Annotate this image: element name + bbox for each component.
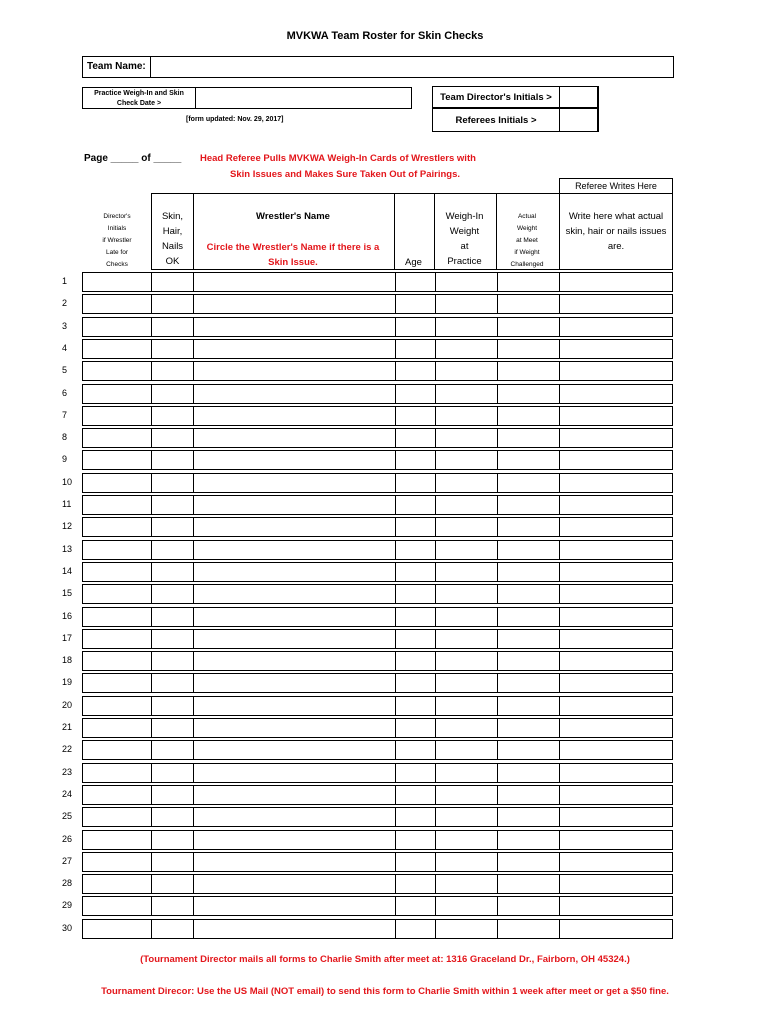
skin-ok-cell[interactable] — [151, 339, 194, 359]
director-initials-row — [432, 86, 598, 108]
skin-ok-l3: Nails — [161, 241, 184, 252]
skin-ok-cell[interactable] — [151, 919, 194, 939]
referee-initials-row — [432, 108, 598, 132]
referee-notes-cell[interactable] — [559, 696, 673, 716]
age-cell-divider — [395, 808, 396, 826]
write-here-l1: Write here what actual — [568, 211, 664, 222]
age-cell-divider — [395, 674, 396, 692]
referee-notes-cell[interactable] — [559, 473, 673, 493]
weigh-in-cell-divider — [435, 786, 436, 804]
actual-weight-cell-divider — [497, 318, 498, 336]
wrestler-name-cell[interactable] — [193, 361, 560, 381]
weigh-in-cell-divider — [435, 563, 436, 581]
head-referee-note-1: Head Referee Pulls MVKWA Weigh-In Cards of Wrestlers with — [200, 153, 476, 164]
actual-weight-cell-divider — [497, 697, 498, 715]
directors-initials-cell[interactable] — [82, 629, 152, 649]
skin-ok-cell[interactable] — [151, 473, 194, 493]
page-title: MVKWA Team Roster for Skin Checks — [286, 30, 484, 42]
skin-ok-cell[interactable] — [151, 294, 194, 314]
referee-notes-cell[interactable] — [559, 718, 673, 738]
skin-ok-cell[interactable] — [151, 852, 194, 872]
row-number: 4 — [62, 342, 68, 353]
wrestler-name-cell[interactable] — [193, 852, 560, 872]
referee-notes-cell[interactable] — [559, 651, 673, 671]
weigh-in-cell-divider — [435, 318, 436, 336]
directors-initials-cell[interactable] — [82, 740, 152, 760]
row-number: 3 — [62, 320, 68, 331]
referee-notes-cell[interactable] — [559, 673, 673, 693]
row-number: 24 — [62, 788, 73, 799]
referee-notes-cell[interactable] — [559, 384, 673, 404]
skin-ok-l4: OK — [165, 256, 180, 267]
actual-weight-cell-divider — [497, 897, 498, 915]
wrestler-name-cell[interactable] — [193, 763, 560, 783]
referee-writes-here — [559, 178, 673, 194]
weigh-in-l3: at — [460, 241, 469, 252]
age-cell-divider — [395, 764, 396, 782]
weigh-in-cell-divider — [435, 385, 436, 403]
directors-initials-cell[interactable] — [82, 763, 152, 783]
weigh-in-cell-divider — [435, 273, 436, 291]
skin-ok-cell[interactable] — [151, 272, 194, 292]
skin-ok-cell[interactable] — [151, 673, 194, 693]
weigh-in-cell-divider — [435, 741, 436, 759]
weigh-in-cell-divider — [435, 541, 436, 559]
row-number: 15 — [62, 588, 73, 599]
team-name-field[interactable] — [82, 56, 674, 78]
skin-ok-cell[interactable] — [151, 629, 194, 649]
wrestler-name-cell[interactable] — [193, 540, 560, 560]
weigh-in-cell-divider — [435, 429, 436, 447]
referee-notes-cell[interactable] — [559, 339, 673, 359]
row-number: 30 — [62, 922, 73, 933]
skin-ok-cell[interactable] — [151, 740, 194, 760]
wrestler-name-cell[interactable] — [193, 473, 560, 493]
skin-ok-cell[interactable] — [151, 406, 194, 426]
directors-initials-l5: Checks — [106, 261, 128, 268]
referee-notes-cell[interactable] — [559, 495, 673, 515]
actual-weight-cell-divider — [497, 652, 498, 670]
age-cell-divider — [395, 786, 396, 804]
row-number: 19 — [62, 677, 73, 688]
wrestler-name-cell[interactable] — [193, 629, 560, 649]
actual-weight-cell-divider — [497, 808, 498, 826]
referee-notes-cell[interactable] — [559, 272, 673, 292]
directors-initials-cell[interactable] — [82, 673, 152, 693]
age-cell-divider — [395, 697, 396, 715]
directors-initials-cell[interactable] — [82, 852, 152, 872]
wrestler-name-cell[interactable] — [193, 562, 560, 582]
skin-ok-cell[interactable] — [151, 517, 194, 537]
wrestler-name-cell[interactable] — [193, 584, 560, 604]
row-number: 2 — [62, 298, 68, 309]
skin-ok-l1: Skin, — [161, 211, 184, 222]
weigh-in-cell-divider — [435, 630, 436, 648]
actual-weight-cell-divider — [497, 741, 498, 759]
wrestler-name-cell[interactable] — [193, 919, 560, 939]
wrestler-name-cell[interactable] — [193, 673, 560, 693]
team-name-label: Team Name: — [83, 57, 151, 77]
row-number: 16 — [62, 610, 73, 621]
referee-notes-cell[interactable] — [559, 785, 673, 805]
actual-weight-cell-divider — [497, 764, 498, 782]
row-number: 18 — [62, 655, 73, 666]
actual-weight-cell-divider — [497, 585, 498, 603]
skin-ok-cell[interactable] — [151, 495, 194, 515]
skin-ok-cell[interactable] — [151, 696, 194, 716]
directors-initials-cell[interactable] — [82, 718, 152, 738]
age-cell-divider — [395, 563, 396, 581]
directors-initials-l2: Initials — [107, 225, 127, 232]
wrestler-name-cell[interactable] — [193, 450, 560, 470]
directors-initials-cell[interactable] — [82, 607, 152, 627]
directors-initials-cell[interactable] — [82, 473, 152, 493]
directors-initials-cell[interactable] — [82, 272, 152, 292]
header-age — [394, 193, 435, 270]
row-number: 29 — [62, 900, 73, 911]
actual-weight-cell-divider — [497, 563, 498, 581]
actual-weight-l3: at Meet — [516, 237, 538, 244]
referee-notes-cell[interactable] — [559, 294, 673, 314]
actual-weight-cell-divider — [497, 273, 498, 291]
wrestler-name-cell[interactable] — [193, 517, 560, 537]
header-actual-weight — [496, 193, 560, 270]
weigh-in-cell-divider — [435, 451, 436, 469]
directors-initials-cell[interactable] — [82, 361, 152, 381]
footer-mail-note: (Tournament Director mails all forms to Charlie Smith after meet at: 1316 Graceland Dr., Fairborn, OH 45324.) — [140, 954, 630, 965]
weigh-in-cell-divider — [435, 407, 436, 425]
skin-ok-cell[interactable] — [151, 428, 194, 448]
age-cell-divider — [395, 741, 396, 759]
age-cell-divider — [395, 429, 396, 447]
age-cell-divider — [395, 273, 396, 291]
actual-weight-cell-divider — [497, 853, 498, 871]
referee-initials-box[interactable] — [559, 108, 599, 132]
header-wrestler-name — [193, 193, 395, 270]
skin-ok-cell[interactable] — [151, 718, 194, 738]
weigh-in-cell-divider — [435, 652, 436, 670]
referee-notes-cell[interactable] — [559, 740, 673, 760]
skin-ok-cell[interactable] — [151, 896, 194, 916]
directors-initials-cell[interactable] — [82, 294, 152, 314]
wrestler-name-cell[interactable] — [193, 339, 560, 359]
directors-initials-cell[interactable] — [82, 584, 152, 604]
directors-initials-l1: Director's — [103, 213, 131, 220]
row-number: 7 — [62, 409, 68, 420]
skin-ok-cell[interactable] — [151, 763, 194, 783]
row-number: 20 — [62, 699, 73, 710]
wrestler-name-cell[interactable] — [193, 896, 560, 916]
actual-weight-cell-divider — [497, 340, 498, 358]
weigh-in-cell-divider — [435, 719, 436, 737]
row-number: 5 — [62, 365, 68, 376]
row-number: 11 — [62, 499, 72, 509]
wrestler-name-cell[interactable] — [193, 495, 560, 515]
age-cell-divider — [395, 362, 396, 380]
weigh-in-cell-divider — [435, 674, 436, 692]
row-number: 14 — [62, 565, 73, 576]
age-cell-divider — [395, 585, 396, 603]
referee-notes-cell[interactable] — [559, 807, 673, 827]
practice-date-label: Practice Weigh-In and Skin Check Date > — [83, 88, 196, 108]
skin-ok-cell[interactable] — [151, 562, 194, 582]
actual-weight-cell-divider — [497, 719, 498, 737]
directors-initials-cell[interactable] — [82, 919, 152, 939]
weigh-in-cell-divider — [435, 496, 436, 514]
actual-weight-cell-divider — [497, 362, 498, 380]
row-number: 21 — [62, 722, 73, 732]
actual-weight-cell-divider — [497, 786, 498, 804]
referee-notes-cell[interactable] — [559, 830, 673, 850]
actual-weight-cell-divider — [497, 920, 498, 938]
weigh-in-cell-divider — [435, 920, 436, 938]
weigh-in-cell-divider — [435, 362, 436, 380]
row-number: 25 — [62, 811, 73, 822]
referee-notes-cell[interactable] — [559, 361, 673, 381]
circle-note-1: Circle the Wrestler's Name if there is a — [206, 242, 380, 253]
weigh-in-cell-divider — [435, 697, 436, 715]
actual-weight-cell-divider — [497, 541, 498, 559]
footer-fine-note: Tournament Direcor: Use the US Mail (NOT email) to send this form to Charlie Smith within 1 week after meet or get a $50 fine. — [101, 986, 669, 997]
header-directors-initials — [82, 193, 152, 270]
row-number: 1 — [62, 276, 68, 286]
weigh-in-cell-divider — [435, 808, 436, 826]
actual-weight-cell-divider — [497, 429, 498, 447]
skin-ok-l2: Hair, — [162, 226, 183, 237]
actual-weight-cell-divider — [497, 496, 498, 514]
write-here-l3: are. — [607, 241, 625, 252]
row-number: 9 — [62, 454, 68, 465]
referee-notes-cell[interactable] — [559, 852, 673, 872]
referee-notes-cell[interactable] — [559, 919, 673, 939]
age-cell-divider — [395, 920, 396, 938]
weigh-in-cell-divider — [435, 518, 436, 536]
row-number: 6 — [62, 387, 68, 398]
weigh-in-cell-divider — [435, 897, 436, 915]
write-here-l2: skin, hair or nails issues — [565, 226, 667, 237]
age-cell-divider — [395, 831, 396, 849]
referee-notes-cell[interactable] — [559, 584, 673, 604]
row-number: 27 — [62, 855, 73, 866]
age-cell-divider — [395, 719, 396, 737]
wrestler-name-cell[interactable] — [193, 807, 560, 827]
actual-weight-cell-divider — [497, 630, 498, 648]
weigh-in-cell-divider — [435, 585, 436, 603]
wrestler-name-cell[interactable] — [193, 317, 560, 337]
wrestler-name-cell[interactable] — [193, 830, 560, 850]
weigh-in-l1: Weigh-In — [445, 211, 484, 222]
referee-notes-cell[interactable] — [559, 517, 673, 537]
referee-initials-label: Referees Initials > — [455, 115, 537, 126]
skin-ok-cell[interactable] — [151, 540, 194, 560]
age-cell-divider — [395, 385, 396, 403]
wrestler-name-cell[interactable] — [193, 428, 560, 448]
head-referee-note-2: Skin Issues and Makes Sure Taken Out of Pairings. — [230, 169, 461, 180]
directors-initials-l3: if Wrestler — [102, 237, 132, 244]
wrestler-name-cell[interactable] — [193, 696, 560, 716]
wrestler-name-cell[interactable] — [193, 651, 560, 671]
age-cell-divider — [395, 853, 396, 871]
actual-weight-l4: if Weight — [514, 249, 540, 256]
age-cell-divider — [395, 652, 396, 670]
director-initials-box[interactable] — [559, 86, 599, 108]
row-number: 17 — [62, 632, 73, 643]
directors-initials-cell[interactable] — [82, 428, 152, 448]
actual-weight-l1: Actual — [517, 213, 537, 220]
wrestler-name-cell[interactable] — [193, 740, 560, 760]
age-cell-divider — [395, 451, 396, 469]
age-cell-divider — [395, 340, 396, 358]
age-cell-divider — [395, 875, 396, 893]
wrestler-name-cell[interactable] — [193, 607, 560, 627]
directors-initials-cell[interactable] — [82, 562, 152, 582]
directors-initials-cell[interactable] — [82, 406, 152, 426]
row-number: 10 — [62, 476, 73, 487]
skin-ok-cell[interactable] — [151, 584, 194, 604]
referee-notes-cell[interactable] — [559, 406, 673, 426]
page-of-label: Page _____ of _____ — [84, 153, 182, 164]
directors-initials-cell[interactable] — [82, 384, 152, 404]
wrestler-name-cell[interactable] — [193, 384, 560, 404]
skin-ok-cell[interactable] — [151, 384, 194, 404]
wrestler-name-heading: Wrestler's Name — [256, 211, 330, 222]
row-number: 22 — [62, 744, 73, 755]
directors-initials-cell[interactable] — [82, 317, 152, 337]
header-skin-ok — [151, 193, 194, 270]
age-cell-divider — [395, 518, 396, 536]
weigh-in-cell-divider — [435, 340, 436, 358]
actual-weight-cell-divider — [497, 295, 498, 313]
directors-initials-cell[interactable] — [82, 651, 152, 671]
skin-ok-cell[interactable] — [151, 450, 194, 470]
actual-weight-cell-divider — [497, 608, 498, 626]
referee-notes-cell[interactable] — [559, 428, 673, 448]
actual-weight-cell-divider — [497, 831, 498, 849]
director-initials-label: Team Director's Initials > — [440, 92, 552, 103]
directors-initials-cell[interactable] — [82, 696, 152, 716]
age-cell-divider — [395, 496, 396, 514]
skin-ok-cell[interactable] — [151, 317, 194, 337]
age-cell-divider — [395, 407, 396, 425]
actual-weight-cell-divider — [497, 518, 498, 536]
skin-ok-cell[interactable] — [151, 874, 194, 894]
directors-initials-cell[interactable] — [82, 495, 152, 515]
actual-weight-l5: Challenged — [510, 261, 544, 268]
wrestler-name-cell[interactable] — [193, 718, 560, 738]
directors-initials-cell[interactable] — [82, 807, 152, 827]
row-number: 26 — [62, 833, 73, 844]
referee-notes-cell[interactable] — [559, 763, 673, 783]
age-cell-divider — [395, 630, 396, 648]
skin-ok-cell[interactable] — [151, 607, 194, 627]
referee-notes-cell[interactable] — [559, 629, 673, 649]
skin-ok-cell[interactable] — [151, 807, 194, 827]
directors-initials-cell[interactable] — [82, 540, 152, 560]
directors-initials-cell[interactable] — [82, 517, 152, 537]
directors-initials-cell[interactable] — [82, 896, 152, 916]
wrestler-name-cell[interactable] — [193, 874, 560, 894]
actual-weight-cell-divider — [497, 875, 498, 893]
actual-weight-cell-divider — [497, 385, 498, 403]
age-cell-divider — [395, 897, 396, 915]
referee-notes-cell[interactable] — [559, 607, 673, 627]
header-weigh-in — [434, 193, 497, 270]
referee-notes-cell[interactable] — [559, 874, 673, 894]
skin-ok-cell[interactable] — [151, 361, 194, 381]
skin-ok-cell[interactable] — [151, 651, 194, 671]
weigh-in-cell-divider — [435, 474, 436, 492]
referee-writes-here-label: Referee Writes Here — [575, 181, 657, 191]
wrestler-name-cell[interactable] — [193, 272, 560, 292]
skin-ok-cell[interactable] — [151, 830, 194, 850]
weigh-in-cell-divider — [435, 608, 436, 626]
directors-initials-cell[interactable] — [82, 874, 152, 894]
referee-notes-cell[interactable] — [559, 540, 673, 560]
weigh-in-l4: Practice — [447, 256, 482, 267]
wrestler-name-cell[interactable] — [193, 294, 560, 314]
row-number: 8 — [62, 432, 68, 443]
row-number: 28 — [62, 878, 73, 889]
circle-note-2: Skin Issue. — [268, 257, 318, 268]
weigh-in-cell-divider — [435, 764, 436, 782]
weigh-in-cell-divider — [435, 831, 436, 849]
header-write-here — [559, 193, 673, 270]
row-number: 23 — [62, 766, 73, 777]
weigh-in-l2: Weight — [449, 226, 480, 237]
actual-weight-cell-divider — [497, 451, 498, 469]
age-cell-divider — [395, 474, 396, 492]
skin-ok-cell[interactable] — [151, 785, 194, 805]
row-number: 13 — [62, 543, 73, 554]
age-cell-divider — [395, 318, 396, 336]
wrestler-name-cell[interactable] — [193, 785, 560, 805]
directors-initials-cell[interactable] — [82, 450, 152, 470]
wrestler-name-cell[interactable] — [193, 406, 560, 426]
actual-weight-l2: Weight — [516, 225, 538, 232]
age-cell-divider — [395, 608, 396, 626]
actual-weight-cell-divider — [497, 474, 498, 492]
age-cell-divider — [395, 295, 396, 313]
referee-notes-cell[interactable] — [559, 450, 673, 470]
weigh-in-cell-divider — [435, 295, 436, 313]
row-number: 12 — [62, 521, 73, 532]
weigh-in-cell-divider — [435, 853, 436, 871]
directors-initials-cell[interactable] — [82, 339, 152, 359]
age-cell-divider — [395, 541, 396, 559]
weigh-in-cell-divider — [435, 875, 436, 893]
referee-notes-cell[interactable] — [559, 317, 673, 337]
actual-weight-cell-divider — [497, 674, 498, 692]
form-updated: [form updated: Nov. 29, 2017] — [186, 116, 284, 123]
referee-notes-cell[interactable] — [559, 896, 673, 916]
directors-initials-cell[interactable] — [82, 830, 152, 850]
referee-notes-cell[interactable] — [559, 562, 673, 582]
directors-initials-cell[interactable] — [82, 785, 152, 805]
actual-weight-cell-divider — [497, 407, 498, 425]
directors-initials-l4: Late for — [105, 249, 129, 256]
practice-date-field[interactable] — [82, 87, 412, 109]
age-heading: Age — [405, 257, 422, 268]
